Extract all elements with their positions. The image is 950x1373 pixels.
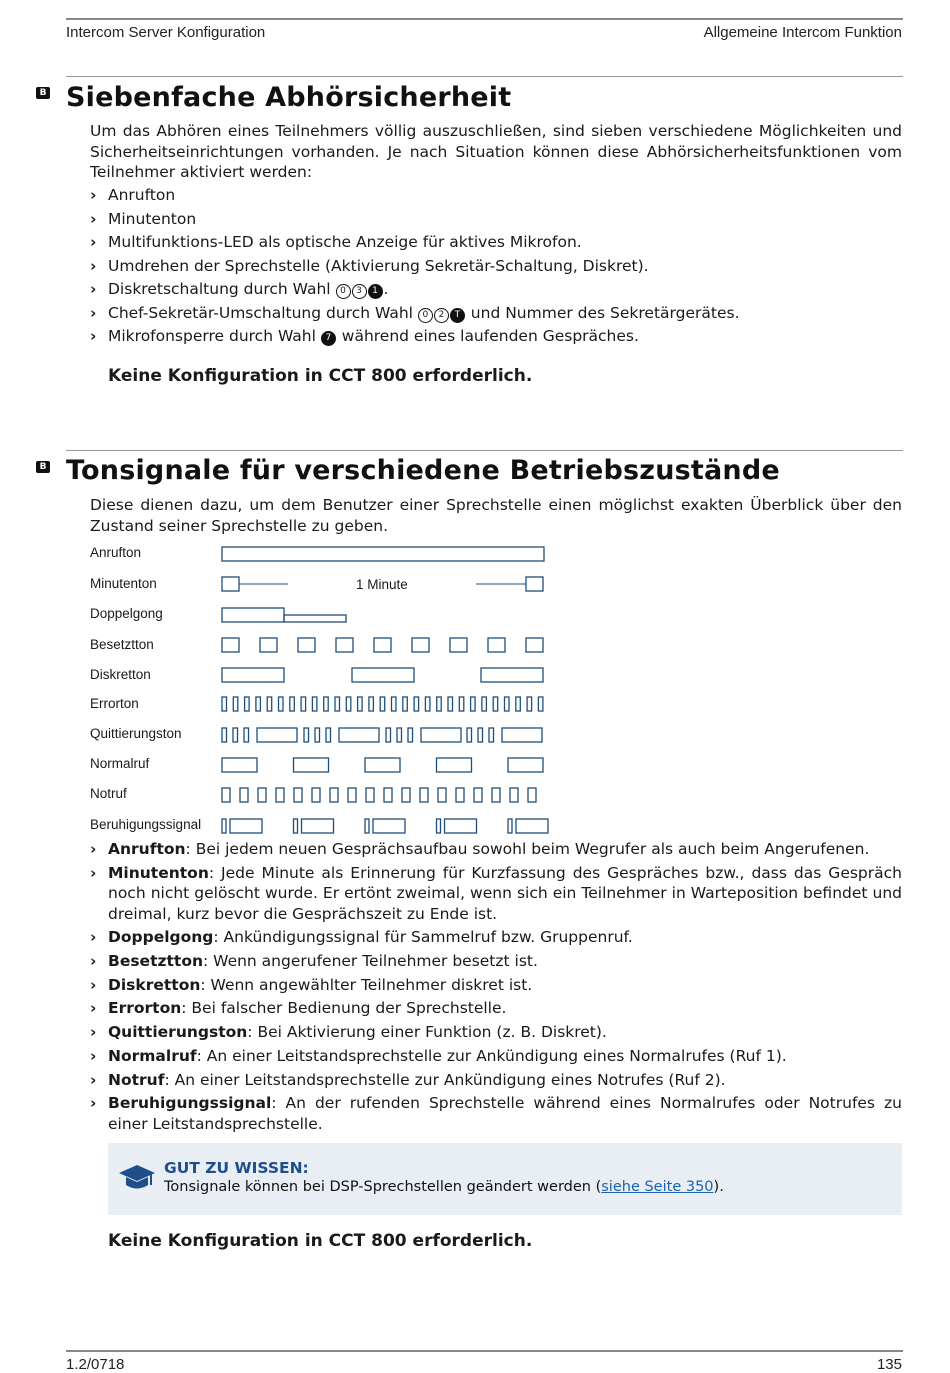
signal-pulse [260,638,277,652]
signal-label-notruf: Notruf [90,786,127,801]
signal-pulse [358,697,363,711]
key-7-icon: 7 [321,331,336,346]
key-t-icon: T [450,308,465,323]
signal-pulse [489,728,494,742]
section2-intro: Diese dienen dazu, um dem Benutzer einer Sprechstelle einen möglichst exakten Überblick über den Zustand seiner Sprechstelle zu geben. [90,496,902,535]
signal-pulse [222,728,227,742]
signal-pulse [488,638,505,652]
chevron-right-icon: › [90,928,97,947]
signal-pulse [482,697,487,711]
tip-text: Tonsignale können bei DSP-Sprechstellen geändert werden (siehe Seite 350). [164,1179,724,1195]
signal-pulse [324,697,329,711]
tip-title: GUT ZU WISSEN: [164,1159,309,1177]
signal-pulse [392,697,397,711]
chevron-right-icon: › [90,999,97,1018]
signal-pulse [298,638,315,652]
graduation-cap-icon [118,1163,156,1193]
section2-note: Keine Konfiguration in CCT 800 erforderlich. [108,1231,533,1251]
signal-pulse [335,697,340,711]
signal-label-minutenton: Minutenton [90,576,157,591]
signal-pulse [315,728,320,742]
signal-pulse [516,819,548,833]
list-item: › Anrufton [90,186,176,204]
signal-pulse [267,697,272,711]
list-item: › Multifunktions-LED als optische Anzeige für aktives Mikrofon. [90,233,582,251]
chevron-right-icon: › [90,256,97,275]
list-item: › Umdrehen der Sprechstelle (Aktivierung Sekretär-Schaltung, Diskret). [90,256,649,275]
signal-label-errorton: Errorton [90,696,139,711]
signal-label-besetztton: Besetztton [90,637,154,652]
signal-pulse [516,697,521,711]
signal-pulse [397,728,402,742]
chevron-right-icon: › [90,186,97,204]
signal-pulse [414,697,419,711]
chevron-right-icon: › [90,327,97,345]
signal-pulse [421,728,461,742]
signal-pulse [445,819,477,833]
signal-pulse [450,638,467,652]
signal-pulse [493,697,498,711]
signal-pulse [438,788,446,802]
signal-pulse [437,697,442,711]
signal-pulse [294,819,298,833]
list-item: › Minutenton: Jede Minute als Erinnerung für Kurzfassung des Gespräches bzw., dass das Gespräch noch nicht gelöscht wurde. Er ertönt zweimal, wenn sich ein Teilnehmer in Warteposition befindet und dreimal, kurz bevor die Gesprächszeit zu Ende ist. [90,863,902,923]
list-item: › Beruhigungssignal: An der rufenden Sprechstelle während eines Normalrufes oder Notrufes zu einer Leitstandsprechstelle. [90,1094,902,1133]
signal-pulse [222,608,284,622]
signal-pulse [471,697,476,711]
signal-pulse [478,728,483,742]
signal-pulse [245,697,250,711]
signal-pulse [373,819,405,833]
signal-label-quittierungston: Quittierungston [90,726,182,741]
footer-version: 1.2/0718 [66,1356,125,1373]
signal-diagram [218,540,550,838]
signal-pulse [408,728,413,742]
signal-pulse [448,697,453,711]
anrufton-pulse [222,547,544,561]
section1-note: Keine Konfiguration in CCT 800 erforderlich. [108,366,533,386]
signal-label-beruhigungssignal: Beruhigungssignal [90,817,202,832]
signal-pulse [256,697,261,711]
section2-list [90,839,902,1137]
signal-pulse [456,788,464,802]
signal-pulse [384,788,392,802]
section2-badge: B [36,461,50,473]
minute-label: 1 Minute [356,577,408,592]
signal-pulse [302,819,334,833]
chevron-right-icon: › [90,1094,97,1113]
header-left: Intercom Server Konfiguration [66,24,266,41]
signal-pulse [348,788,356,802]
list-item: › Minutenton [90,209,197,228]
chevron-right-icon: › [90,975,97,994]
chevron-right-icon: › [90,1023,97,1042]
signal-pulse [339,728,379,742]
signal-pulse [326,728,331,742]
signal-pulse [510,788,518,802]
list-item: › Notruf: An einer Leitstandsprechstelle zur Ankündigung eines Notrufes (Ruf 2). [90,1070,726,1089]
signal-pulse [257,728,297,742]
signal-pulse [369,697,374,711]
signal-label-normalruf: Normalruf [90,756,150,771]
list-item: › Diskretton: Wenn angewählter Teilnehmer diskret ist. [90,975,533,994]
signal-pulse [352,668,414,682]
signal-pulse [386,728,391,742]
key-1-icon: 1 [368,284,383,299]
section2-rule [66,450,903,451]
section1-rule [66,76,903,77]
signal-pulse [412,638,429,652]
signal-pulse [365,819,369,833]
signal-label-diskretton: Diskretton [90,667,151,682]
list-item: › Diskretschaltung durch Wahl 0 3 1 . [90,280,389,298]
signal-pulse [505,697,510,711]
key-0-icon: 0 [418,308,433,323]
signal-label-doppelgong: Doppelgong [90,606,163,621]
section1-badge: B [36,87,50,99]
signal-pulse [294,758,329,772]
list-item: › Anrufton: Bei jedem neuen Gesprächsaufbau sowohl beim Wegrufer als auch beim Angerufenen. [90,840,870,858]
list-item: › Besetztton: Wenn angerufener Teilnehmer besetzt ist. [90,952,538,971]
tip-box [108,1143,902,1215]
list-item: › Normalruf: An einer Leitstandsprechstelle zur Ankündigung eines Normalrufes (Ruf 1). [90,1046,787,1065]
signal-pulse [301,697,306,711]
signal-pulse [284,615,346,622]
chevron-right-icon: › [90,209,97,228]
signal-pulse [276,788,284,802]
signal-pulse [258,788,266,802]
list-item: › Quittierungston: Bei Aktivierung einer Funktion (z. B. Diskret). [90,1023,607,1042]
signal-pulse [279,697,284,711]
signal-pulse [222,819,226,833]
signal-pulse [528,788,536,802]
signal-pulse [380,697,385,711]
signal-pulse [233,728,238,742]
signal-pulse [437,819,441,833]
signal-pulse [508,819,512,833]
signal-pulse [244,728,249,742]
signal-pulse [526,577,543,591]
signal-pulse [230,819,262,833]
signal-pulse [304,728,309,742]
signal-pulse [474,788,482,802]
signal-pulse [502,728,542,742]
signal-pulse [222,577,239,591]
signal-pulse [467,728,472,742]
list-item: › Chef-Sekretär-Umschaltung durch Wahl 0 2 T und Nummer des Sekretärgerätes. [90,303,740,322]
signal-pulse [222,788,230,802]
page-number: 135 [876,1356,902,1373]
signal-pulse [346,697,351,711]
signal-pulse [527,697,532,711]
signal-pulse [492,788,500,802]
section1-list [90,185,902,350]
signal-pulse [222,668,284,682]
chevron-right-icon: › [90,280,97,298]
header-rule [66,18,903,20]
signal-pulse [336,638,353,652]
signal-pulse [481,668,543,682]
page-link[interactable]: siehe Seite 350 [601,1179,714,1195]
signal-pulse [403,697,408,711]
signal-pulse [240,788,248,802]
chevron-right-icon: › [90,233,97,251]
signal-pulse [330,788,338,802]
signal-pulse [538,697,543,711]
list-item: › Errorton: Bei falscher Bedienung der Sprechstelle. [90,999,507,1018]
section1-title: Siebenfache Abhörsicherheit [66,82,512,113]
signal-pulse [222,697,227,711]
chevron-right-icon: › [90,863,97,882]
signal-pulse [425,697,430,711]
signal-pulse [290,697,295,711]
chevron-right-icon: › [90,1046,97,1065]
signal-pulse [365,758,400,772]
signal-label-anrufton: Anrufton [90,545,142,560]
signal-pulse [526,638,543,652]
header-right: Allgemeine Intercom Funktion [703,24,902,41]
signal-pulse [222,758,257,772]
signal-pulse [374,638,391,652]
signal-pulse [402,788,410,802]
signal-pulse [508,758,543,772]
chevron-right-icon: › [90,303,97,322]
signal-pulse [222,638,239,652]
section2-title: Tonsignale für verschiedene Betriebszustände [66,455,780,486]
list-item: › Mikrofonsperre durch Wahl 7 während eines laufenden Gespräches. [90,327,639,345]
signal-pulse [459,697,464,711]
key-2-icon: 2 [434,308,449,323]
key-0-icon: 0 [336,284,351,299]
list-item: › Doppelgong: Ankündigungssignal für Sammelruf bzw. Gruppenruf. [90,928,633,947]
section1-intro: Um das Abhören eines Teilnehmers völlig auszuschließen, sind sieben verschiedene Möglichkeiten und Sicherheitseinrichtungen vorhanden. Je nach Situation können diese Abhörsicherheitsfunktionen vom Teilnehmer aktiviert werden: [90,122,902,181]
signal-pulse [233,697,238,711]
signal-pulse [312,788,320,802]
signal-pulse [420,788,428,802]
chevron-right-icon: › [90,1070,97,1089]
signal-pulse [294,788,302,802]
chevron-right-icon: › [90,952,97,971]
signal-pulse [312,697,317,711]
signal-pulse [437,758,472,772]
signal-pulse [366,788,374,802]
footer-rule [66,1350,903,1352]
key-3-icon: 3 [352,284,367,299]
chevron-right-icon: › [90,840,97,858]
